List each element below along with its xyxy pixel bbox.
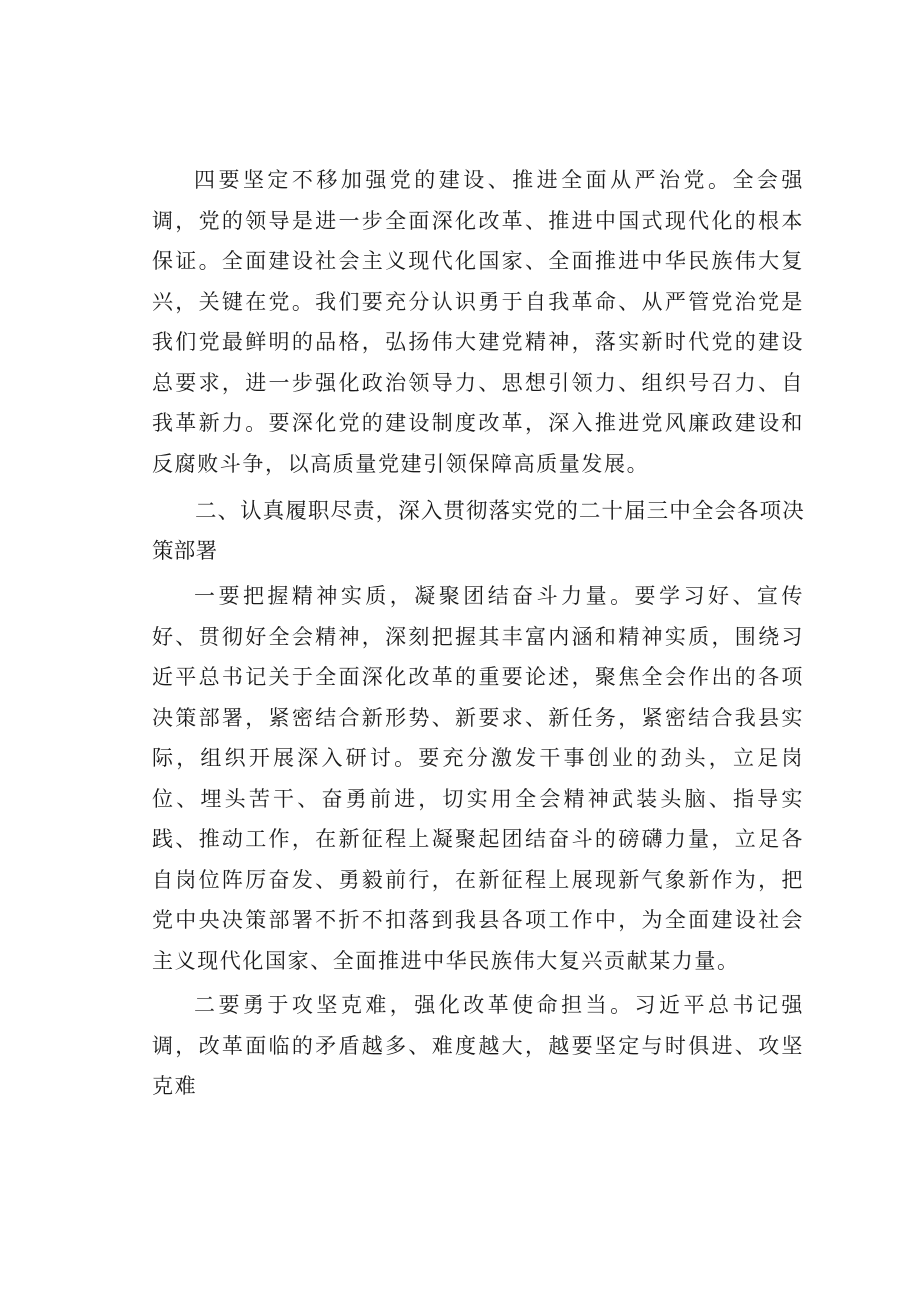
paragraph-grasp-spirit: 一要把握精神实质，凝聚团结奋斗力量。要学习好、宣传好、贯彻好全会精神，深刻把握其丰富内涵和精神实质，围绕习近平总书记关于全面深化改革的重要论述，聚焦全会作出的各项决策部署，紧密结合新形势、新要求、新任务，紧密结合我县实际，组织开展深入研讨。要充分激发干事创业的劲头，立足岗位、埋头苦干、奋勇前进，切实用全会精神武装头脑、指导实践、推动工作，在新征程上凝聚起团结奋斗的磅礴力量，立足各自岗位阵厉奋发、勇毅前行，在新征程上展现新气象新作为，把党中央决策部署不折不扣落到我县各项工作中，为全面建设社会主义现代化国家、全面推进中华民族伟大复兴贡献某力量。 [152,584,804,973]
section-heading-2: 二、认真履职尽责，深入贯彻落实党的二十届三中全会各项决策部署 [152,499,804,564]
paragraph-tackle-difficulties: 二要勇于攻坚克难，强化改革使命担当。习近平总书记强调，改革面临的矛盾越多、难度越大，越要坚定与时俱进、攻坚克难 [152,993,804,1098]
paragraph-party-building: 四要坚定不移加强党的建设、推进全面从严治党。全会强调，党的领导是进一步全面深化改革、推进中国式现代化的根本保证。全面建设社会主义现代化国家、全面推进中华民族伟大复兴，关键在党。我们要充分认识勇于自我革命、从严管党治党是我们党最鲜明的品格，弘扬伟大建党精神，落实新时代党的建设总要求，进一步强化政治领导力、思想引领力、组织号召力、自我革新力。要深化党的建设制度改革，深入推进党风廉政建设和反腐败斗争，以高质量党建引领保障高质量发展。 [152,168,804,476]
document-body [152,160,804,1107]
